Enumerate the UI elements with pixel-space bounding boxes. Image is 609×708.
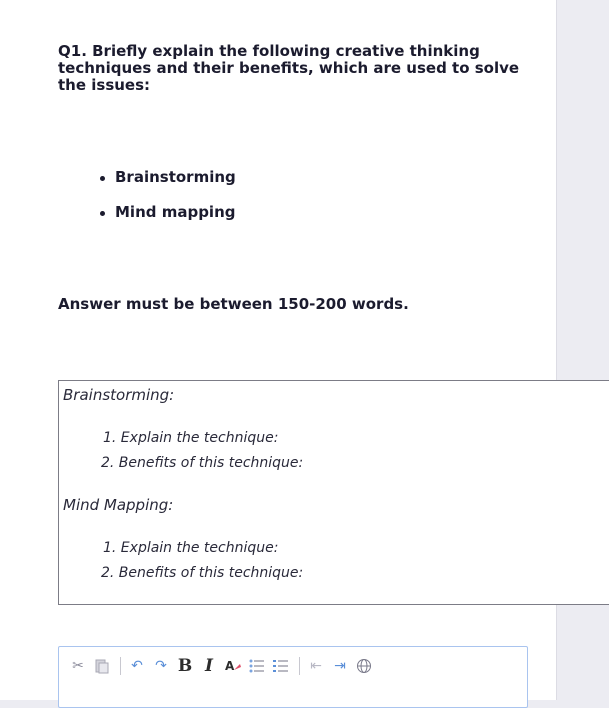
section-item: 2. Benefits of this technique:: [101, 455, 304, 471]
answer-template-box: [58, 380, 609, 605]
question-text: Q1. Briefly explain the following creative thinking techniques and their benefits, which are used to solve the issues:: [58, 42, 520, 94]
bold-icon[interactable]: B: [177, 656, 193, 676]
technique-list: [100, 168, 236, 238]
section-item: 2. Benefits of this technique:: [101, 565, 304, 581]
section-item: 1. Explain the technique:: [103, 540, 279, 556]
section-item: 1. Explain the technique:: [103, 430, 279, 446]
section-heading-mind-mapping: Mind Mapping:: [63, 496, 174, 514]
bullet-list-icon[interactable]: [246, 655, 268, 677]
paste-icon[interactable]: [91, 655, 113, 677]
redo-icon[interactable]: ↷: [155, 658, 167, 674]
indent-icon[interactable]: ⇥: [334, 658, 346, 674]
italic-icon[interactable]: I: [205, 656, 213, 676]
toolbar-separator: [299, 657, 300, 675]
toolbar-separator: [120, 657, 121, 675]
cut-icon[interactable]: ✂: [72, 658, 84, 674]
word-requirement: Answer must be between 150-200 words.: [58, 295, 409, 313]
numbered-list-icon[interactable]: [270, 655, 292, 677]
list-item: Brainstorming: [100, 168, 236, 186]
link-icon[interactable]: [353, 655, 375, 677]
section-heading-brainstorming: Brainstorming:: [63, 386, 175, 404]
text-color-icon[interactable]: [222, 655, 244, 677]
undo-icon[interactable]: ↶: [131, 658, 143, 674]
outdent-icon[interactable]: ⇤: [310, 658, 322, 674]
editor-toolbar: [67, 655, 377, 677]
list-item: Mind mapping: [100, 203, 236, 221]
answer-editor[interactable]: [58, 646, 528, 708]
svg-text:A: A: [225, 659, 235, 673]
